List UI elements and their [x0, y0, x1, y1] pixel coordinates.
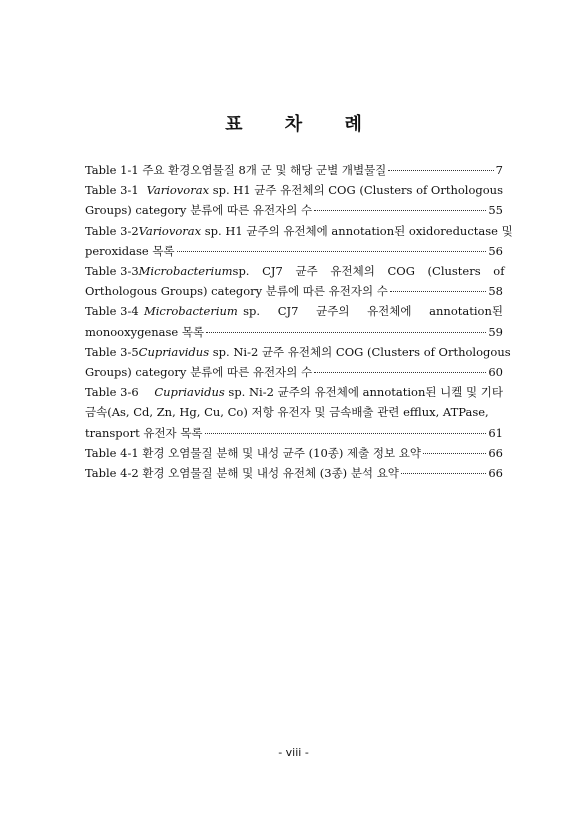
entry-organism: Microbacterium: [138, 264, 233, 279]
page-number-footer: - viii -: [278, 746, 309, 759]
dot-leader: [423, 453, 486, 454]
entry-text: 환경 오염물질 분해 및 내성 균주 (10종) 제출 정보 요약: [142, 445, 421, 460]
entry-page: 7: [495, 163, 503, 177]
entry-page: 60: [488, 365, 503, 380]
entry-page: 66: [488, 445, 503, 460]
dot-leader: [388, 170, 493, 171]
entry-organism: Cupriavidus: [154, 385, 225, 400]
entry-organism: Cupriavidus: [138, 344, 210, 359]
page-title: 표 차 례: [225, 114, 380, 135]
dot-leader: [401, 473, 486, 474]
entry-text: sp. H1 균주의 유전체에 annotation된 oxidoreductase 및: [204, 223, 513, 238]
toc-entry-table-3-1[interactable]: [85, 180, 503, 220]
entry-organism: Microbacterium: [143, 304, 238, 319]
entry-organism: Variovorax: [146, 183, 210, 198]
toc-entry-table-3-6[interactable]: [85, 382, 503, 443]
entry-label: Table 3-1: [85, 183, 139, 198]
toc-entry-table-4-1[interactable]: [85, 443, 503, 463]
dot-leader: [314, 210, 486, 211]
entry-text-cont: Groups) category 분류에 따른 유전자의 수: [85, 203, 313, 218]
toc-entry-table-3-5[interactable]: [85, 342, 511, 382]
dot-leader: [206, 332, 486, 333]
toc-entry-table-3-2[interactable]: [85, 221, 513, 261]
entry-text-cont: transport 유전자 목록: [85, 425, 203, 440]
entry-text: sp. CJ7 균주의 유전체에 annotation된: [243, 304, 503, 319]
entry-text: sp. Ni-2 균주의 유전체에 annotation된 니켈 및 기타: [228, 385, 503, 400]
entry-label: Table 3-6: [85, 385, 139, 400]
entry-text: 환경 오염물질 분해 및 내성 유전체 (3종) 분석 요약: [142, 466, 399, 481]
entry-text: sp. CJ7 균주 유전체의 COG (Clusters of: [232, 264, 505, 279]
entry-text-cont: Groups) category 분류에 따른 유전자의 수: [85, 365, 313, 380]
entry-label: Table 4-1: [85, 445, 139, 460]
entry-text-cont: 금속(As, Cd, Zn, Hg, Cu, Co) 저항 유전자 및 금속배출 관련 efflux, ATPase,: [85, 405, 489, 420]
entry-page: 66: [488, 466, 503, 481]
toc-entry-table-4-2[interactable]: [85, 463, 503, 483]
entry-text: sp. Ni-2 균주 유전체의 COG (Clusters of Orthologous: [212, 344, 511, 359]
entry-label: Table 3-2: [85, 223, 139, 238]
entry-text: 주요 환경오염물질 8개 군 및 해당 군별 개별물질: [142, 163, 387, 177]
entry-label: Table 3-3: [85, 264, 139, 279]
entry-text-cont: peroxidase 목록: [85, 243, 175, 258]
entry-page: 58: [488, 284, 503, 299]
entry-text-cont: Orthologous Groups) category 분류에 따른 유전자의 수: [85, 284, 388, 299]
entry-text: sp. H1 균주 유전체의 COG (Clusters of Orthologous: [212, 183, 503, 198]
entry-organism: Variovorax: [138, 223, 202, 238]
dot-leader: [177, 251, 487, 252]
toc-entry-table-3-4[interactable]: [85, 301, 503, 341]
toc-entry-table-1-1[interactable]: [85, 160, 503, 180]
entry-page: 56: [488, 243, 503, 258]
entry-label: Table 3-5: [85, 344, 139, 359]
entry-label: Table 1-1: [85, 163, 139, 177]
entry-page: 55: [488, 203, 503, 218]
dot-leader: [314, 372, 486, 373]
entry-page: 59: [488, 324, 503, 339]
entry-label: Table 3-4: [85, 304, 139, 319]
dot-leader: [390, 291, 486, 292]
toc-entry-table-3-3[interactable]: [85, 261, 503, 301]
dot-leader: [205, 433, 487, 434]
table-of-contents: [85, 160, 513, 483]
entry-text-cont: monooxygenase 목록: [85, 324, 205, 339]
entry-label: Table 4-2: [85, 466, 139, 481]
entry-page: 61: [488, 425, 503, 440]
